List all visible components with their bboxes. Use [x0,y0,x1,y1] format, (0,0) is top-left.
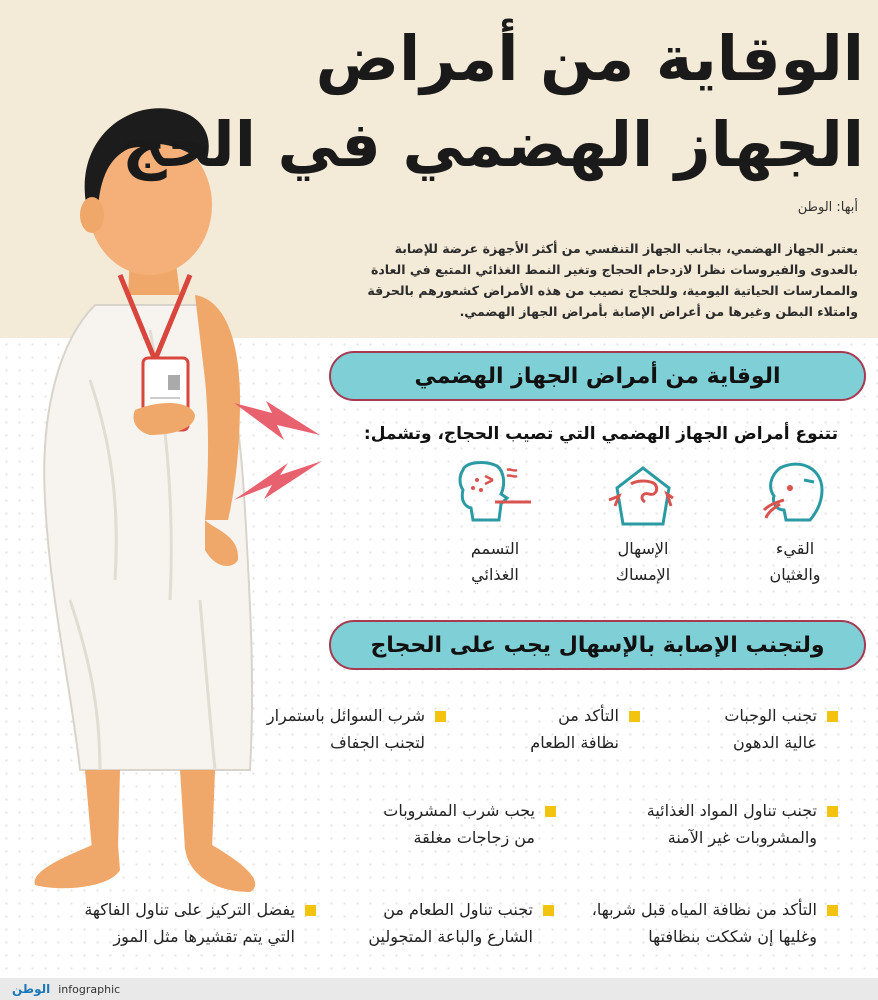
bullet-square-icon [305,905,316,916]
section-heading-diarrhea-tips: ولتجنب الإصابة بالإسهال يجب على الحجاج [329,620,866,670]
footer-infographic-label: infographic [58,982,121,996]
tip-item [383,797,556,851]
tip-item [647,797,838,851]
tip-line: شرب السوائل باستمرار [266,706,425,725]
bullet-square-icon [827,905,838,916]
tip-line: التي يتم تقشيرها مثل الموز [113,927,295,946]
pilgrim-illustration [0,80,340,980]
tip-item [530,702,640,756]
tip-line: لتجنب الجفاف [330,733,425,752]
title-line-1: الوقاية من أمراض [315,22,864,95]
disease-vomiting-line2: والغثيان [769,565,821,584]
bullet-square-icon [545,806,556,817]
pain-zap-lower-icon [232,455,324,510]
stomach-pain-icon [603,458,683,528]
disease-food-poisoning-line2: الغذائي [471,565,519,584]
pain-zap-upper-icon [232,395,322,450]
bullet-square-icon [827,806,838,817]
disease-vomiting-line1: القيء [775,539,815,558]
tip-line: من زجاجات مغلقة [413,828,535,847]
tip-line: يجب شرب المشروبات [383,801,535,820]
vomiting-face-icon [760,458,830,528]
tip-line: الشارع والباعة المتجولين [368,927,533,946]
tip-line: والمشروبات غير الآمنة [667,828,817,847]
alwatan-logo: الوطن [12,982,51,996]
tip-item [84,896,316,950]
footer-bar [0,978,878,1000]
disease-diarrhea [578,458,708,588]
intro-paragraph: يعتبر الجهاز الهضمي، بجانب الجهاز التنفسي من أكثر الأجهزة عرضة للإصابة بالعدوى والفيروسات نظرا لازدحام الحجاج وتغير النمط الغذائي المتبع في العادة والممارسات الحياتية اليومية، وللحجاج نصيب من هذه الأمراض كشعورهم بالحرقة وامتلاء البطن وغيرها من أعراض الإصابة بأمراض الجهاز الهضمي. [367,241,858,319]
bullet-square-icon [629,711,640,722]
tip-line: عالية الدهون [733,733,817,752]
bullet-square-icon [827,711,838,722]
tip-line: تجنب تناول الطعام من [383,900,533,919]
title-line-2: الجهاز الهضمي في الحج [122,108,864,181]
disease-vomiting [730,458,860,588]
tip-line: يفضل التركيز على تناول الفاكهة [84,900,295,919]
section-heading-prevention: الوقاية من أمراض الجهاز الهضمي [329,351,866,401]
source-credit: أبها: الوطن [797,200,858,215]
food-poisoning-face-icon [455,458,535,528]
disease-food-poisoning-line1: التسمم [470,539,520,558]
disease-diarrhea-line2: الإمساك [615,565,671,584]
diseases-subheading: تتنوع أمراض الجهاز الهضمي التي تصيب الحجاج، وتشمل: [363,424,838,444]
disease-food-poisoning [430,458,560,588]
tip-item [592,896,838,950]
tip-line: التأكد من [558,706,619,725]
disease-diarrhea-line1: الإسهال [617,539,669,558]
tip-item [267,702,446,756]
tip-line: وغليها إن شككت بنظافتها [648,927,817,946]
tip-item [368,896,554,950]
tip-line: تجنب تناول المواد الغذائية [646,801,817,820]
bullet-square-icon [435,711,446,722]
tip-line: نظافة الطعام [530,733,619,752]
tip-line: التأكد من نظافة المياه قبل شربها، [591,900,817,919]
bullet-square-icon [543,905,554,916]
tip-line: تجنب الوجبات [724,706,817,725]
tip-item [724,702,838,756]
